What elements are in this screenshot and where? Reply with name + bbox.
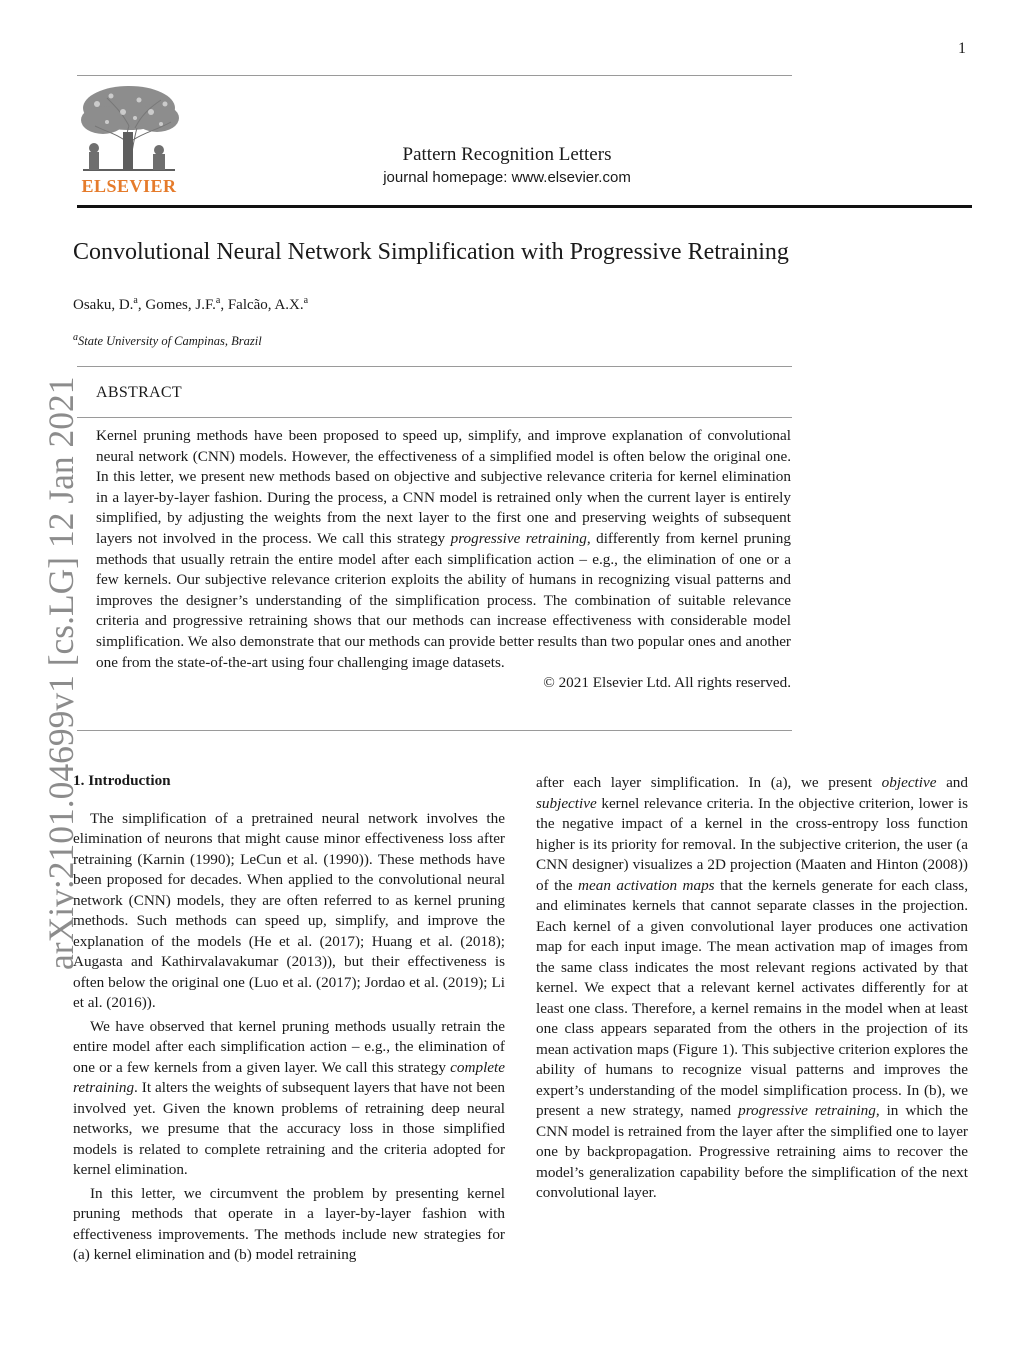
affiliation-mark: a	[133, 295, 138, 306]
abstract-text-part: , differently from kernel pruning methods that usually retrain the entire model after each simplification action – e.g., the elimination of one or a few kernels. Our subjective relevance criterion exploits the ability of humans in recognizing visual patterns and improves the designer’s understanding of the simplification process. The combination of suitable relevance criteria and progressive retraining shows that our methods can increase effectiveness with considerable model simplification. We also demonstrate that our methods can provide better results than two popular ones and another one from the state-of-the-art using four challenging image datasets.	[96, 529, 791, 671]
abstract-heading-rule	[77, 417, 792, 418]
author-name: Falcão, A.X.	[227, 297, 304, 313]
author-name: Gomes, J.F.	[145, 297, 216, 313]
abstract-emphasis: progressive retraining	[450, 529, 587, 547]
abstract-text	[96, 426, 791, 673]
page-number: 1	[958, 40, 966, 57]
copyright-notice: © 2021 Elsevier Ltd. All rights reserved.	[543, 674, 791, 692]
affiliation-text: State University of Campinas, Brazil	[78, 334, 262, 348]
paragraph-text: We have observed that kernel pruning methods usually retrain the entire model after each simplification action – e.g., the elimination of one or a few kernels from a given layer. We call this strategy	[73, 1017, 505, 1076]
paragraph-text: and	[936, 774, 968, 791]
paragraph: The simplification of a pretrained neural network involves the elimination of neurons that might cause minor effectiveness loss after retraining (Karnin (1990); LeCun et al. (1990)). These methods have been proposed for decades. When applied to the convolutional neural network (CNN) models, they are often referred to as kernel pruning methods. Such methods can speed up, simplify, and improve the explanation of the models (He et al. (2017); Huang et al. (2018); Augasta and Kathirvalavakumar (2013)), but their effectiveness is often below the original one (Luo et al. (2017); Jordao et al. (2019); Li et al. (2016)).	[73, 809, 505, 1011]
elsevier-tree-icon	[77, 82, 181, 174]
affiliation-mark: a	[73, 331, 78, 343]
elsevier-logo	[77, 82, 181, 200]
paragraph	[73, 1017, 505, 1181]
paragraph-text: , in which the CNN model is retrained from the layer after the simplified one to layer one by backpropagation. Progressive retraining aims to recover the model’s generalization capability before the simplification of the next convolutional layer.	[536, 1102, 968, 1201]
paragraph-text: that the kernels generate for each class, and eliminates kernels that cannot separate classes in the projection. Each kernel of a given convolutional layer produces one activation map for each input image. The mean activation map of images from the same class indicates the most relevant regions activated by that kernel. We expect that a relevant kernel activates differently for at least one class. Therefore, a kernel remains in the model when at least one class appears separated from the others in the projection of its mean activation maps (Figure 1). This subjective criterion explores the ability of humans to recognize visual patterns and improves the expert’s understanding of the model simplification process. In (b), we present a new strategy, named	[536, 876, 968, 1119]
paragraph-emphasis: mean activation maps	[578, 876, 715, 894]
affiliation	[73, 331, 262, 349]
affiliation-mark: a	[215, 295, 221, 306]
header-bottom-rule	[77, 205, 972, 208]
elsevier-wordmark: ELSEVIER	[81, 176, 177, 196]
author-name: Osaku, D.	[73, 297, 134, 313]
paper-title: Convolutional Neural Network Simplification with Progressive Retraining	[73, 239, 789, 265]
header-top-rule	[77, 75, 792, 76]
paragraph-emphasis: progressive retraining	[738, 1102, 876, 1119]
author-separator: ,	[220, 297, 228, 313]
abstract-body	[96, 426, 791, 694]
abstract-bottom-rule	[77, 730, 792, 731]
journal-homepage: journal homepage: www.elsevier.com	[383, 169, 631, 186]
abstract-top-rule	[77, 366, 792, 367]
affiliation-mark: a	[303, 295, 309, 306]
paragraph: In this letter, we circumvent the problem by presenting kernel pruning methods that operate in a layer-by-layer fashion with effectiveness improvements. The methods include new strategies for (a) kernel elimination and (b) model retraining	[73, 1184, 505, 1263]
journal-name: Pattern Recognition Letters	[402, 144, 612, 165]
right-column	[536, 773, 968, 1204]
section-heading: 1. Introduction	[73, 772, 171, 789]
paragraph-text: after each layer simplification. In (a), we present	[536, 774, 882, 791]
paragraph	[536, 773, 968, 1204]
abstract-heading: ABSTRACT	[96, 384, 182, 401]
paragraph-emphasis: complete retraining	[73, 1058, 505, 1096]
paragraph-text: . It alters the weights of subsequent layers that have not been involved yet. Given the known problems of retraining deep neural networks, we presume that the accuracy loss in those simplified models is related to complete retraining and the criteria adopted for kernel elimination.	[73, 1079, 505, 1178]
abstract-text-part: Kernel pruning methods have been proposed to speed up, simplify, and improve explanation of convolutional neural network (CNN) models. However, the effectiveness of a simplified model is often below the original one. In this letter, we present new methods based on objective and subjective relevance criteria for kernel elimination in a layer-by-layer fashion. During the process, a CNN model is retrained only when the current layer is entirely simplified, by adjusting the weights from the next layer to the first one and preserving weights of subsequent layers not involved in the process. We call this strategy	[96, 427, 791, 547]
paragraph-emphasis: objective	[881, 774, 937, 791]
author-list	[73, 297, 308, 314]
left-column	[73, 771, 505, 1266]
paragraph-text: kernel relevance criteria. In the objective criterion, lower is the negative impact of a kernel in the cross-entropy loss function higher is its priority for removal. In the subjective criterion, the user (a CNN designer) visualizes a 2D projection (Maaten and Hinton (2008)) of the	[536, 794, 968, 894]
paragraph-emphasis: subjective	[536, 794, 597, 812]
arxiv-identifier-stamp: arXiv:2101.04699v1 [cs.LG] 12 Jan 2021	[41, 376, 81, 970]
author-separator: ,	[137, 297, 146, 313]
